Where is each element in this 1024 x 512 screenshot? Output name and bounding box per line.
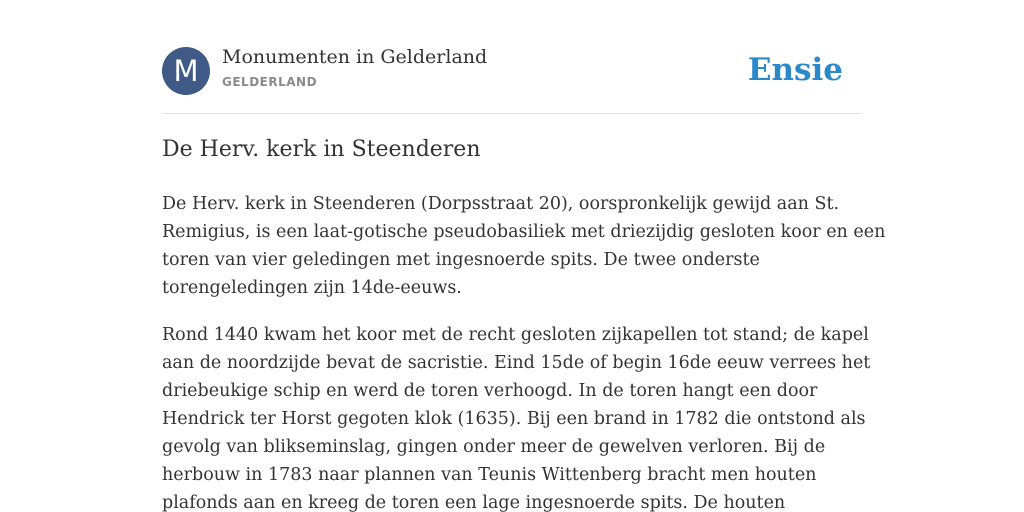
paragraph-line: toren van vier geledingen met ingesnoerde spits. De twee onderste <box>162 250 760 270</box>
paragraph-line: torengeledingen zijn 14de-eeuws. <box>162 278 462 298</box>
collection-title[interactable]: Monumenten in Gelderland <box>222 46 488 68</box>
article-title: De Herv. kerk in Steenderen <box>162 137 481 162</box>
brand-logo[interactable]: Ensie <box>747 52 843 88</box>
paragraph-line: gevolg van blikseminslag, gingen onder meer de gewelven verloren. Bij de <box>162 437 826 457</box>
paragraph-line: herbouw in 1783 naar plannen van Teunis Wittenberg bracht men houten <box>162 465 817 485</box>
paragraph-line: plafonds aan en kreeg de toren een lage ingesnoerde spits. De houten <box>162 493 786 512</box>
paragraph-line: Remigius, is een laat-gotische pseudobasiliek met driezijdig gesloten koor en een <box>162 222 886 242</box>
paragraph-line: De Herv. kerk in Steenderen (Dorpsstraat 20), oorspronkelijk gewijd aan St. <box>162 194 840 214</box>
article-paragraph-2 <box>162 321 882 512</box>
header <box>162 46 862 96</box>
collection-subtitle: GELDERLAND <box>222 75 318 89</box>
divider <box>162 113 862 114</box>
paragraph-line: Hendrick ter Horst gegoten klok (1635). Bij een brand in 1782 die ontstond als <box>162 409 866 429</box>
paragraph-line: driebeukige schip en werd de toren verhoogd. In de toren hangt een door <box>162 381 818 401</box>
article-paragraph-1 <box>162 190 886 302</box>
paragraph-line: Rond 1440 kwam het koor met de recht gesloten zijkapellen tot stand; de kapel <box>162 325 869 345</box>
avatar[interactable]: M <box>162 47 210 95</box>
paragraph-line: aan de noordzijde bevat de sacristie. Eind 15de of begin 16de eeuw verrees het <box>162 353 871 373</box>
